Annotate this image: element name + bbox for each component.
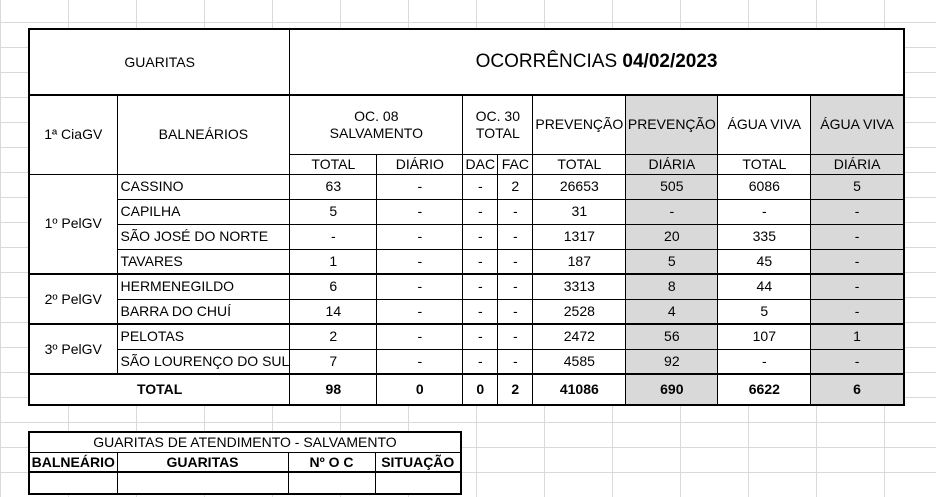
oc08-line1: OC. 08 (354, 107, 399, 124)
title-date: 04/02/2023 (622, 50, 718, 72)
value-cell: 6086 (718, 174, 811, 199)
value-cell: 187 (533, 249, 626, 274)
place-cell: CASSINO (117, 174, 290, 199)
value-cell: 56 (626, 324, 718, 349)
occurrences-table (28, 28, 905, 406)
total-cell: 41086 (533, 374, 626, 405)
total-cell: 0 (463, 374, 498, 405)
value-cell: 14 (290, 299, 377, 324)
prevencao-daily-header: PREVENÇÃO (626, 95, 718, 154)
value-cell: - (498, 249, 533, 274)
value-cell: - (377, 199, 463, 224)
value-cell: 1 (290, 249, 377, 274)
place-cell: TAVARES (117, 249, 290, 274)
value-cell: - (463, 249, 498, 274)
value-cell: - (463, 324, 498, 349)
value-cell: 335 (718, 224, 811, 249)
total-label: TOTAL (29, 374, 290, 405)
group-label: 3º PelGV (29, 324, 117, 374)
value-cell: - (718, 349, 811, 374)
value-cell: 2 (290, 324, 377, 349)
attendance-cell[interactable] (375, 472, 461, 494)
table-row (29, 274, 904, 299)
oc08-line2: SALVAMENTO (329, 124, 423, 141)
total-row (29, 374, 904, 405)
value-cell: 4 (626, 299, 718, 324)
table-row (29, 199, 904, 224)
subheader-cell: DAC (463, 154, 498, 174)
attendance-cell[interactable] (288, 472, 375, 494)
attendance-col-balneario: BALNEÁRIO (29, 452, 117, 472)
prevencao-header: PREVENÇÃO (533, 95, 626, 154)
value-cell: - (498, 224, 533, 249)
subheader-cell: TOTAL (290, 154, 377, 174)
balnearios-header: BALNEÁRIOS (117, 95, 290, 174)
value-cell: 107 (718, 324, 811, 349)
value-cell: 44 (718, 274, 811, 299)
value-cell: - (498, 299, 533, 324)
total-cell: 6622 (718, 374, 811, 405)
subheader-cell: TOTAL (718, 154, 811, 174)
subheader-cell: DIÁRIA (811, 154, 904, 174)
value-cell: - (377, 299, 463, 324)
value-cell: - (463, 274, 498, 299)
table-row (29, 249, 904, 274)
attendance-col-noc: Nº O C (288, 452, 375, 472)
value-cell: - (626, 199, 718, 224)
oc30-header (463, 95, 533, 154)
guaritas-header: GUARITAS (29, 29, 290, 95)
place-cell: SÃO JOSÉ DO NORTE (117, 224, 290, 249)
total-cell: 0 (377, 374, 463, 405)
total-cell: 690 (626, 374, 718, 405)
value-cell: - (718, 199, 811, 224)
value-cell: 7 (290, 349, 377, 374)
value-cell: - (811, 349, 904, 374)
table-row (29, 174, 904, 199)
value-cell: 505 (626, 174, 718, 199)
subheader-cell: TOTAL (533, 154, 626, 174)
value-cell: - (290, 224, 377, 249)
cia-header: 1ª CiaGV (29, 95, 117, 174)
subheader-cell: FAC (498, 154, 533, 174)
oc30-line2: TOTAL (475, 124, 520, 141)
value-cell: 45 (718, 249, 811, 274)
value-cell: 63 (290, 174, 377, 199)
value-cell: 31 (533, 199, 626, 224)
place-cell: PELOTAS (117, 324, 290, 349)
place-cell: SÃO LOURENÇO DO SUL (117, 349, 290, 374)
value-cell: - (463, 224, 498, 249)
table-row (29, 324, 904, 349)
value-cell: - (811, 299, 904, 324)
value-cell: 20 (626, 224, 718, 249)
value-cell: - (377, 174, 463, 199)
value-cell: 92 (626, 349, 718, 374)
value-cell: - (811, 274, 904, 299)
value-cell: - (463, 174, 498, 199)
attendance-col-guaritas: GUARITAS (117, 452, 288, 472)
value-cell: - (463, 299, 498, 324)
agua-viva-daily-header: ÁGUA VIVA (811, 95, 904, 154)
attendance-col-situacao: SITUAÇÃO (375, 452, 461, 472)
value-cell: 4585 (533, 349, 626, 374)
total-cell: 98 (290, 374, 377, 405)
place-cell: HERMENEGILDO (117, 274, 290, 299)
total-cell: 2 (498, 374, 533, 405)
subheader-cell: DIÁRIA (626, 154, 718, 174)
table-row (29, 349, 904, 374)
subheader-cell: DIÁRIO (377, 154, 463, 174)
value-cell: - (463, 349, 498, 374)
value-cell: - (811, 224, 904, 249)
page-title (290, 29, 904, 95)
value-cell: - (498, 199, 533, 224)
value-cell: - (811, 199, 904, 224)
attendance-title: GUARITAS DE ATENDIMENTO - SALVAMENTO (29, 432, 461, 452)
value-cell: - (377, 324, 463, 349)
value-cell: - (377, 249, 463, 274)
value-cell: - (377, 349, 463, 374)
attendance-cell[interactable] (29, 472, 117, 494)
attendance-table (28, 431, 462, 495)
value-cell: 5 (811, 174, 904, 199)
value-cell: 1 (811, 324, 904, 349)
table-row (29, 299, 904, 324)
total-cell: 6 (811, 374, 904, 405)
value-cell: - (463, 199, 498, 224)
oc30-line1: OC. 30 (475, 107, 520, 124)
value-cell: - (498, 274, 533, 299)
group-label: 1º PelGV (29, 174, 117, 274)
value-cell: - (498, 324, 533, 349)
value-cell: 26653 (533, 174, 626, 199)
value-cell: - (498, 349, 533, 374)
title-prefix: OCORRÊNCIAS (475, 50, 623, 72)
value-cell: 5 (718, 299, 811, 324)
value-cell: - (377, 224, 463, 249)
value-cell: 8 (626, 274, 718, 299)
place-cell: BARRA DO CHUÍ (117, 299, 290, 324)
value-cell: 1317 (533, 224, 626, 249)
place-cell: CAPILHA (117, 199, 290, 224)
value-cell: - (377, 274, 463, 299)
value-cell: 2 (498, 174, 533, 199)
group-label: 2º PelGV (29, 274, 117, 324)
value-cell: - (811, 249, 904, 274)
attendance-cell[interactable] (117, 472, 288, 494)
value-cell: 6 (290, 274, 377, 299)
agua-viva-header: ÁGUA VIVA (718, 95, 811, 154)
value-cell: 5 (290, 199, 377, 224)
value-cell: 5 (626, 249, 718, 274)
oc08-header (290, 95, 463, 154)
value-cell: 3313 (533, 274, 626, 299)
value-cell: 2528 (533, 299, 626, 324)
value-cell: 2472 (533, 324, 626, 349)
table-row (29, 224, 904, 249)
